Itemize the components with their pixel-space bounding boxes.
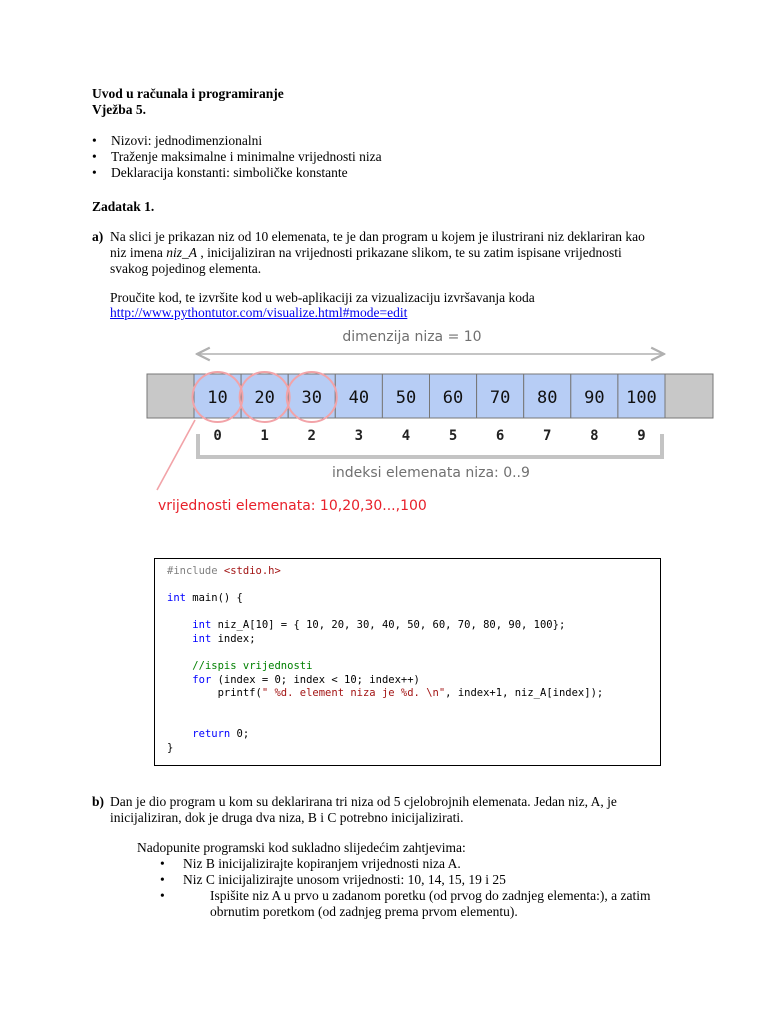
array-index: 9	[637, 428, 646, 444]
part-b-line: Dan je dio program u kom su deklarirana tri niza od 5 cjelobrojnih elemenata. Jedan niz, A, je	[110, 794, 617, 809]
code-text: }	[167, 741, 174, 754]
array-index: 3	[354, 428, 364, 444]
array-left-pad	[147, 374, 194, 418]
array-index: 4	[401, 428, 411, 444]
array-value: 80	[537, 388, 558, 408]
part-b-marker: b)	[92, 794, 105, 809]
code-text: 0;	[230, 728, 250, 741]
array-value: 50	[395, 388, 417, 408]
code-text: main() {	[185, 592, 243, 605]
study-instruction: Proučite kod, te izvršite kod u web-aplikaciji za vizualizaciju izvršavanja koda	[110, 290, 535, 305]
code-text: printf(	[217, 687, 262, 700]
pointer-line	[157, 420, 195, 490]
requirement-line: • Ispišite niz A u prvo u zadanom poretku (od prvog do zadnjeg elementa:), a zatim	[210, 888, 651, 903]
code-text: , index+1, niz_A[index]);	[445, 687, 604, 700]
requirement-item	[160, 888, 651, 920]
code-preprocessor: #include	[167, 565, 224, 577]
array-index: 8	[590, 428, 599, 444]
code-keyword: return	[192, 728, 231, 741]
pythontutor-link[interactable]: http://www.pythontutor.com/visualize.html#mode=edit	[110, 305, 408, 320]
indices-label: indeksi elemenata niza: 0..9	[332, 465, 530, 481]
array-value: 100	[626, 388, 657, 408]
array-index: 0	[213, 428, 222, 444]
code-text: (index = 0; index < 10; index++)	[211, 673, 420, 686]
array-index: 6	[495, 428, 505, 444]
array-value: 30	[301, 388, 322, 408]
pythontutor-link-wrap	[110, 305, 407, 321]
topics-list	[92, 133, 382, 181]
part-b-text	[110, 794, 710, 826]
code-comment: //ispis vrijednosti	[192, 660, 313, 673]
code-block	[154, 558, 661, 766]
part-a-line: Na slici je prikazan niz od 10 elemenata, te je dan program u kojem je ilustrirani niz deklariran kao	[110, 229, 645, 244]
array-right-pad	[665, 374, 713, 418]
part-b-line: inicijaliziran, dok je druga dva niza, B i C potrebno inicijalizirati.	[110, 810, 464, 825]
part-a-line	[110, 245, 690, 261]
part-a-marker: a)	[92, 229, 104, 244]
part-a-text-fragment: , inicijaliziran na vrijednosti prikazane slikom, te su zatim ispisane vrijednosti	[197, 245, 622, 260]
array-value: 60	[442, 388, 464, 408]
part-a-text	[110, 229, 690, 277]
code-string: " %d. element niza je %d. \n"	[261, 687, 446, 700]
array-index: 5	[448, 428, 458, 444]
requirement-line: obrnutim poretkom (od zadnjeg prema prvom elementu).	[210, 904, 518, 919]
task-title: Zadatak 1.	[92, 199, 155, 214]
topic-item: • Nizovi: jednodimenzionalni	[92, 133, 382, 149]
requirements-list	[160, 856, 651, 920]
part-a-text-fragment: niz imena	[110, 245, 167, 260]
requirements-intro: Nadopunite programski kod sukladno slijedećim zahtjevima:	[137, 840, 466, 855]
array-value: 90	[584, 388, 605, 408]
topic-item: • Traženje maksimalne i minimalne vrijednosti niza	[92, 149, 382, 165]
code-keyword: int	[192, 619, 212, 632]
array-value: 20	[254, 388, 275, 408]
code-include-file: <stdio.h>	[223, 565, 281, 577]
array-index: 7	[543, 428, 552, 444]
document-title: Uvod u računala i programiranje	[92, 86, 284, 101]
array-figure	[0, 320, 768, 520]
part-a-line: svakog pojedinog elementa.	[110, 261, 262, 276]
values-label: vrijednosti elemenata: 10,20,30...,100	[158, 498, 427, 514]
array-index: 1	[260, 428, 269, 444]
code-text: index;	[211, 632, 256, 645]
array-name: niz_A	[166, 245, 197, 260]
code-keyword: for	[192, 673, 212, 686]
code-keyword: int	[192, 632, 212, 645]
array-index: 2	[307, 428, 316, 444]
code-keyword: int	[167, 592, 186, 605]
exercise-number: Vježba 5.	[92, 102, 146, 117]
topic-item: • Deklaracija konstanti: simboličke konstante	[92, 165, 382, 181]
dimension-label: dimenzija niza = 10	[342, 329, 482, 345]
array-value: 10	[207, 388, 228, 408]
array-value: 40	[348, 388, 370, 408]
requirement-item: • Niz B inicijalizirajte kopiranjem vrijednosti niza A.	[160, 856, 651, 872]
requirement-item: • Niz C inicijalizirajte unosom vrijednosti: 10, 14, 15, 19 i 25	[160, 872, 651, 888]
array-value: 70	[489, 388, 511, 408]
code-text: niz_A[10] = { 10, 20, 30, 40, 50, 60, 70, 80, 90, 100};	[211, 619, 566, 632]
